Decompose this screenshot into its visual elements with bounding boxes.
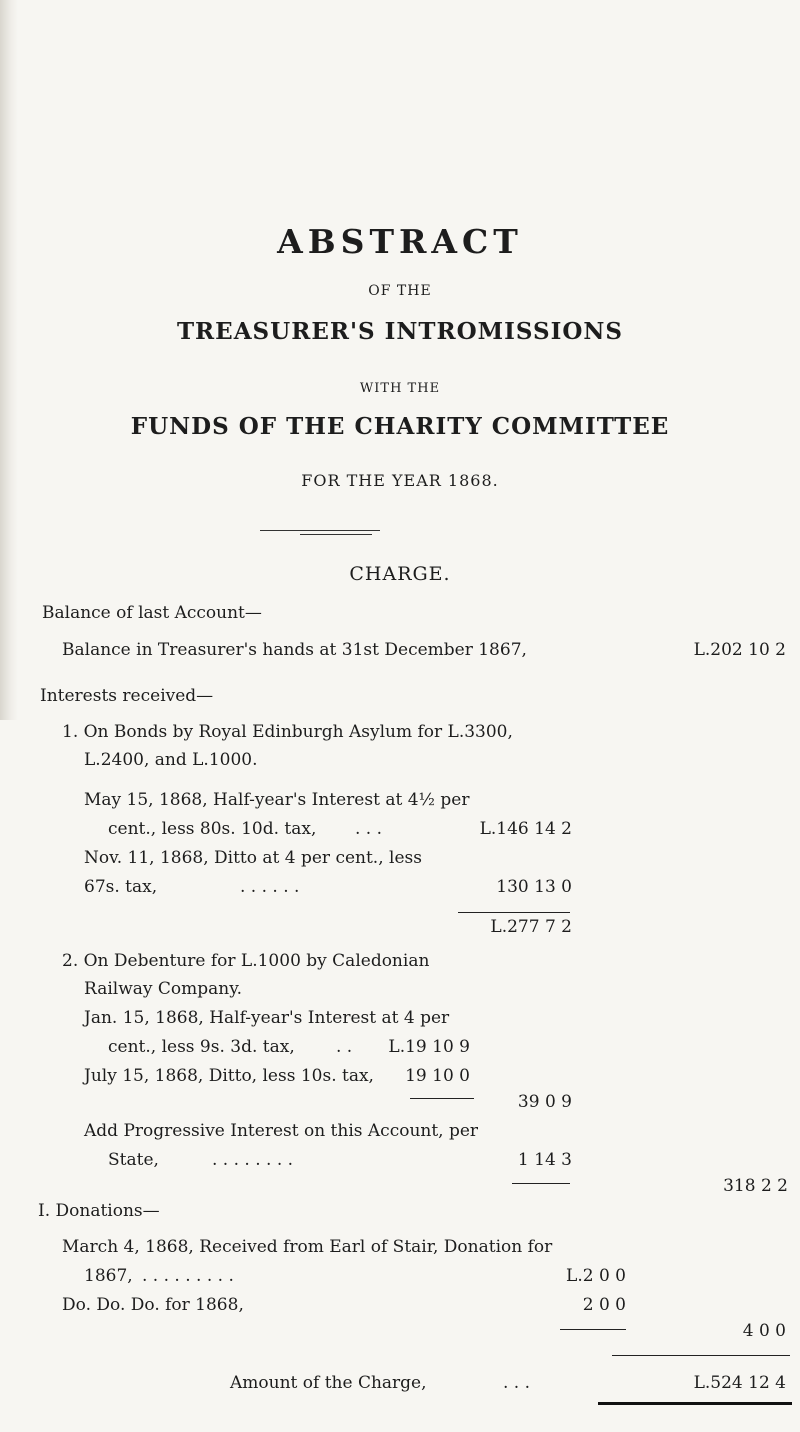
total-rule-donations [560, 1329, 626, 1330]
title-funds: FUNDS OF THE CHARITY COMMITTEE [130, 413, 670, 440]
decorative-rule [260, 530, 380, 531]
subtitle-with-the: WITH THE [359, 381, 441, 396]
balance-label: Balance of last Account— [42, 603, 262, 623]
progressive-interest-line1: Add Progressive Interest on this Account, per [84, 1121, 479, 1141]
total-rule-interests [512, 1183, 570, 1184]
nov-interest-line2: 67s. tax, [84, 877, 158, 897]
balance-text: Balance in Treasurer's hands at 31st December 1867, [62, 640, 527, 660]
jan-interest-line1: Jan. 15, 1868, Half-year's Interest at 4 per [84, 1008, 450, 1028]
progressive-interest-dots: . . . . . . . . [212, 1150, 294, 1170]
interests-item1-line2: L.2400, and L.1000. [84, 750, 258, 770]
interests-item2-line2: Railway Company. [84, 979, 242, 999]
donations-label: I. Donations— [38, 1201, 160, 1221]
progressive-interest-amount: 1 14 3 [517, 1150, 572, 1170]
nov-interest-amount: 130 13 0 [496, 877, 572, 897]
page-edge-shadow [0, 0, 18, 720]
subtotal-rule-2 [410, 1098, 474, 1099]
donations-total: 4 0 0 [742, 1321, 786, 1341]
jan-interest-dots: . . [336, 1037, 353, 1057]
progressive-interest-line2: State, [108, 1150, 159, 1170]
subtitle-of-the: OF THE [368, 283, 432, 299]
interests-label: Interests received— [40, 686, 214, 706]
title-treasurer: TREASURER'S INTROMISSIONS [176, 318, 624, 345]
may-interest-line2: cent., less 80s. 10d. tax, [108, 819, 317, 839]
jan-interest-amount: L.19 10 9 [388, 1037, 470, 1057]
interests-subtotal-2: 39 0 9 [517, 1092, 572, 1112]
grand-total-rule [612, 1355, 790, 1356]
title-year: FOR THE YEAR 1868. [301, 471, 499, 490]
july-interest-amount: 19 10 0 [405, 1066, 470, 1086]
amount-of-charge-dots: . . . [503, 1373, 531, 1393]
donation-march-dots: . . . . . . . . . [142, 1266, 234, 1286]
donation-march-line2: 1867, [84, 1266, 133, 1286]
amount-of-charge-label: Amount of the Charge, [230, 1373, 427, 1393]
donation-march-amount: L.2 0 0 [566, 1266, 626, 1286]
nov-interest-line1: Nov. 11, 1868, Ditto at 4 per cent., less [84, 848, 422, 868]
donation-do-amount: 2 0 0 [582, 1295, 626, 1315]
may-interest-amount: L.146 14 2 [479, 819, 572, 839]
interests-item1-line1: 1. On Bonds by Royal Edinburgh Asylum for L.3300, [62, 722, 513, 742]
jan-interest-line2: cent., less 9s. 3d. tax, [108, 1037, 295, 1057]
july-interest-line: July 15, 1868, Ditto, less 10s. tax, [84, 1066, 374, 1086]
interests-total: 318 2 2 [723, 1176, 788, 1196]
nov-interest-dots: . . . . . . [240, 877, 300, 897]
donation-do-line: Do. Do. Do. for 1868, [62, 1295, 244, 1315]
donation-march-line1: March 4, 1868, Received from Earl of Stair, Donation for [62, 1237, 553, 1257]
may-interest-dots: . . . [355, 819, 383, 839]
section-heading-charge: CHARGE. [349, 563, 451, 585]
title-abstract: ABSTRACT [277, 222, 523, 261]
decorative-rule-short [300, 534, 372, 535]
amount-of-charge-total: L.524 12 4 [693, 1373, 786, 1393]
interests-item2-line1: 2. On Debenture for L.1000 by Caledonian [62, 951, 430, 971]
grand-total-underline [598, 1402, 792, 1405]
subtotal-rule-1 [458, 912, 570, 913]
may-interest-line1: May 15, 1868, Half-year's Interest at 4½ per [84, 790, 470, 810]
balance-amount: L.202 10 2 [693, 640, 786, 660]
interests-subtotal-1: L.277 7 2 [490, 917, 572, 937]
